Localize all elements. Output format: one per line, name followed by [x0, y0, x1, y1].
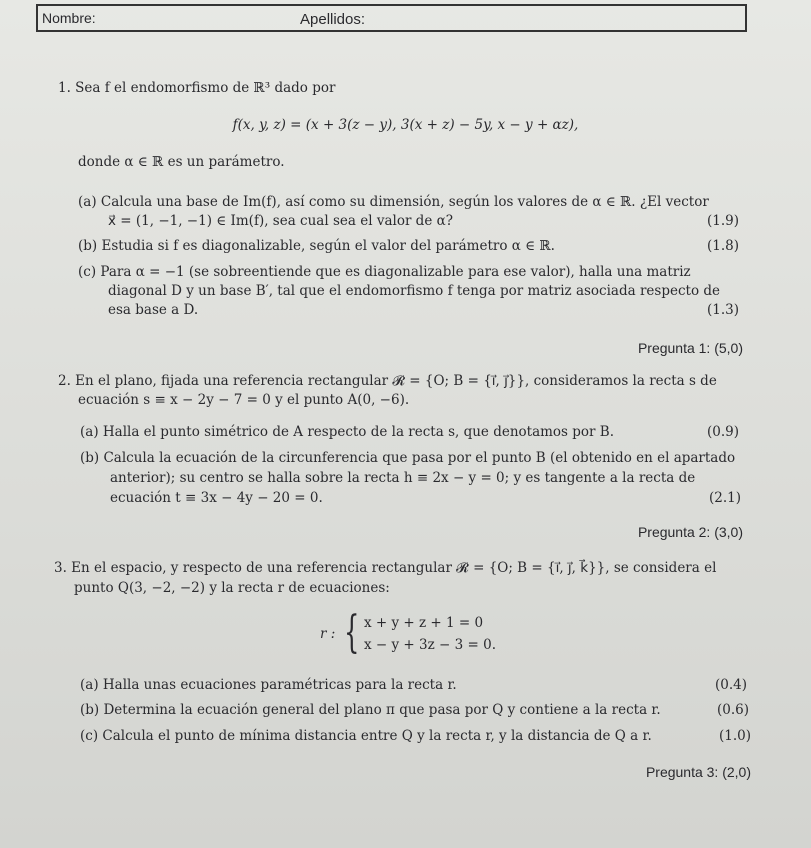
- q1-c-points: (1.3): [706, 302, 739, 318]
- q1-a-points: (1.9): [706, 213, 739, 229]
- q2-line2: ecuación s ≡ x − 2y − 7 = 0 y el punto A(0, −6).: [78, 392, 410, 408]
- q1-c-line3: esa base a D.: [108, 302, 199, 318]
- q2-b-line1: (b) Calcula la ecuación de la circunferencia que pasa por el punto B (el obtenido en el apartado: [80, 450, 736, 466]
- left-brace: {: [344, 607, 360, 658]
- q2-b-line3: ecuación t ≡ 3x − 4y − 20 = 0.: [110, 490, 323, 506]
- q3-c-points: (1.0): [718, 728, 751, 744]
- q1-a-line1: (a) Calcula una base de Im(f), así como su dimensión, según los valores de α ∈ ℝ. ¿El vector: [78, 194, 709, 210]
- q2-a-points: (0.9): [706, 424, 739, 440]
- apellidos-label: Apellidos:: [300, 11, 366, 28]
- q1-intro: 1. Sea f el endomorfismo de ℝ³ dado por: [58, 80, 336, 96]
- q1-a-line2: x⃗ = (1, −1, −1) ∈ Im(f), sea cual sea el valor de α?: [108, 213, 453, 229]
- system-eq1: x + y + z + 1 = 0: [364, 615, 484, 631]
- q1-total: Pregunta 1: (5,0): [637, 340, 743, 356]
- q3-b-points: (0.6): [716, 702, 749, 718]
- system-label: r :: [320, 626, 336, 642]
- q3-line2: punto Q(3, −2, −2) y la recta r de ecuaciones:: [74, 580, 390, 596]
- q2-b-points: (2.1): [708, 490, 741, 506]
- q1-b-line1: (b) Estudia si f es diagonalizable, según el valor del parámetro α ∈ ℝ.: [78, 238, 555, 254]
- q2-total: Pregunta 2: (3,0): [637, 524, 743, 540]
- q2-b-line2: anterior); su centro se halla sobre la recta h ≡ 2x − y = 0; y es tangente a la recta de: [110, 470, 696, 486]
- student-info-box: [36, 4, 747, 32]
- q3-line1: 3. En el espacio, y respecto de una referencia rectangular 𝓡 = {O; B = {i⃗, j⃗, k⃗}}, se considera el: [54, 560, 717, 576]
- q3-a-points: (0.4): [714, 677, 747, 693]
- q1-b-points: (1.8): [706, 238, 739, 254]
- nombre-label: Nombre:: [42, 10, 96, 26]
- q1-c-line2: diagonal D y un base B′, tal que el endomorfismo f tenga por matriz asociada respecto de: [108, 283, 720, 299]
- system-eq2: x − y + 3z − 3 = 0.: [364, 637, 496, 653]
- q3-total: Pregunta 3: (2,0): [645, 764, 751, 780]
- q1-c-line1: (c) Para α = −1 (se sobreentiende que es diagonalizable para ese valor), halla una matriz: [78, 264, 691, 280]
- q3-b-line1: (b) Determina la ecuación general del plano π que pasa por Q y contiene a la recta r.: [80, 702, 661, 718]
- q3-c-line1: (c) Calcula el punto de mínima distancia entre Q y la recta r, y la distancia de Q a r.: [80, 728, 652, 744]
- q3-a-line1: (a) Halla unas ecuaciones paramétricas para la recta r.: [80, 677, 457, 693]
- q1-param: donde α ∈ ℝ es un parámetro.: [78, 154, 285, 170]
- q2-a-line1: (a) Halla el punto simétrico de A respecto de la recta s, que denotamos por B.: [80, 424, 615, 440]
- q1-formula: f(x, y, z) = (x + 3(z − y), 3(x + z) − 5y, x − y + αz),: [232, 117, 579, 133]
- q2-line1: 2. En el plano, fijada una referencia rectangular 𝓡 = {O; B = {i⃗, j⃗}}, consideramos la recta s de: [58, 373, 717, 389]
